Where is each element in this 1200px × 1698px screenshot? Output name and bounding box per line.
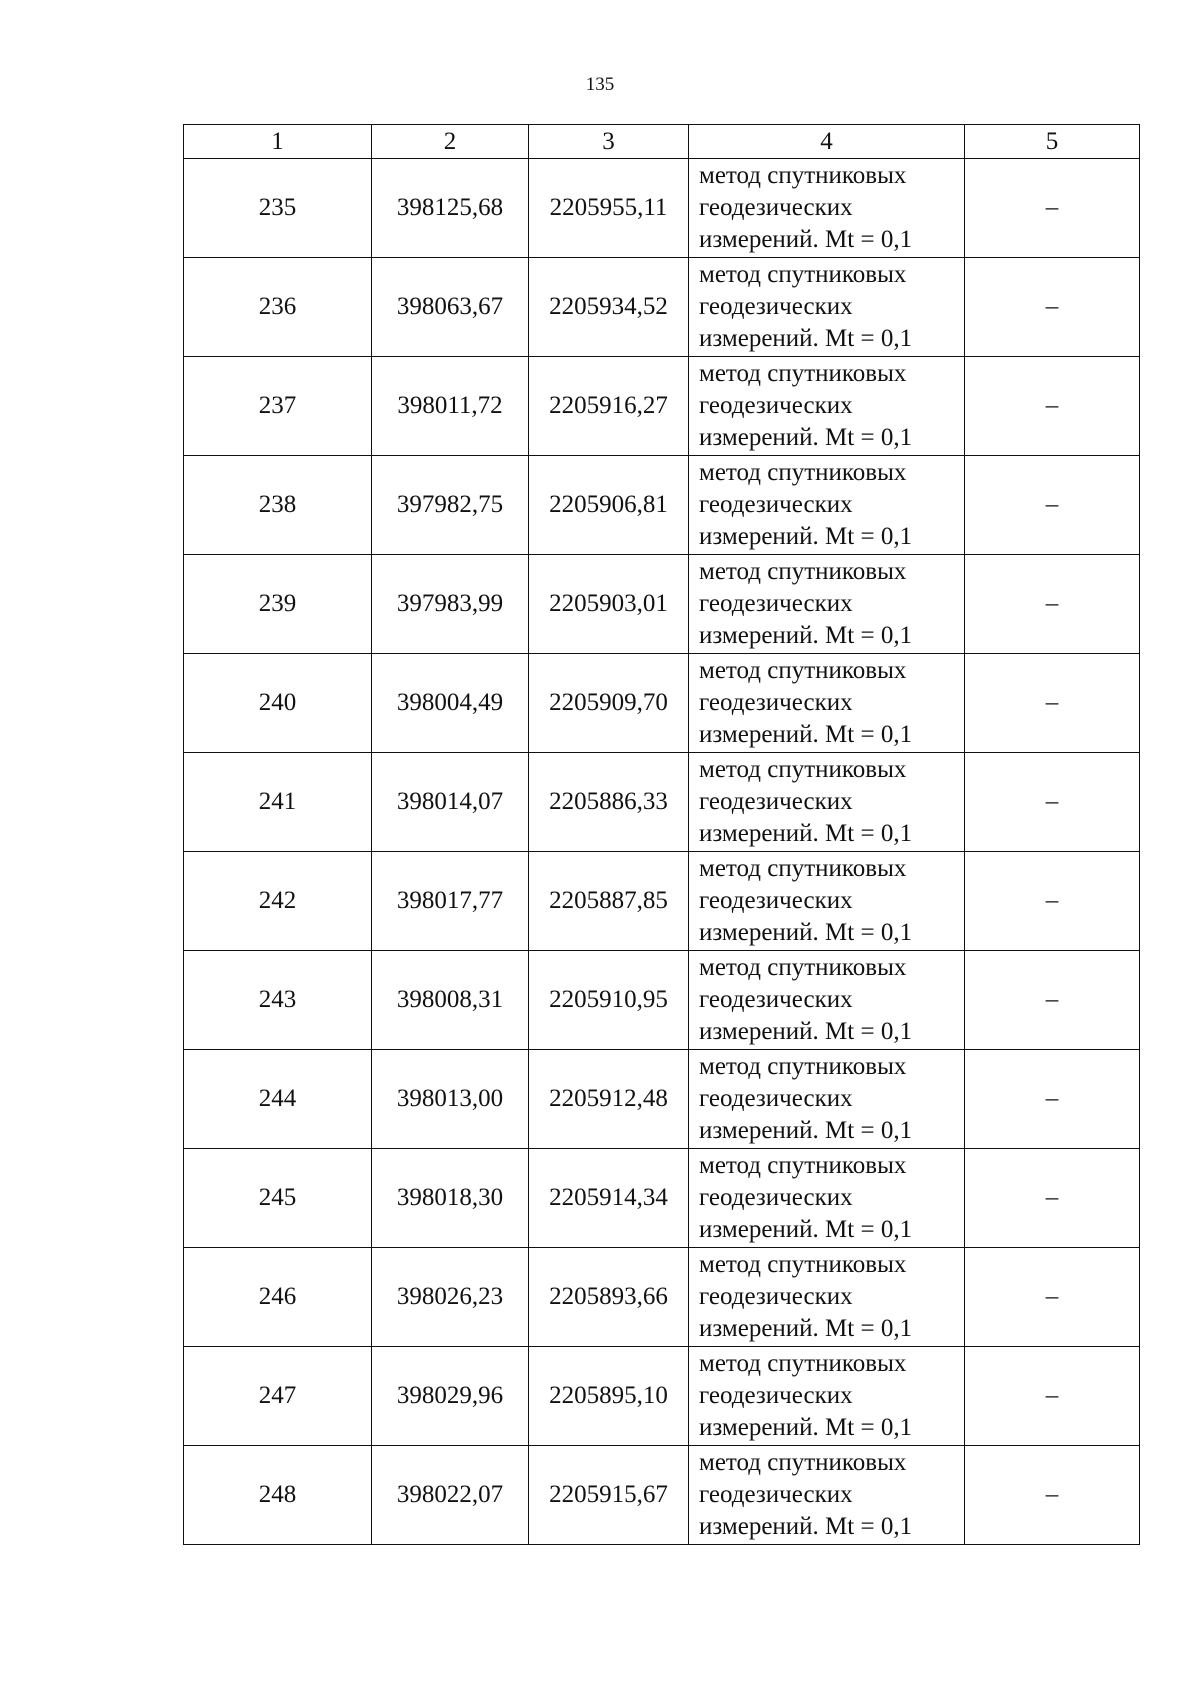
x-coordinate-cell: 398008,31 bbox=[372, 951, 529, 1050]
description-cell: – bbox=[965, 753, 1140, 852]
method-cell bbox=[689, 258, 965, 357]
point-number-cell: 243 bbox=[184, 951, 372, 1050]
point-number-cell: 245 bbox=[184, 1149, 372, 1248]
x-coordinate-cell: 398014,07 bbox=[372, 753, 529, 852]
table-body bbox=[184, 159, 1140, 1545]
y-coordinate-cell: 2205893,66 bbox=[529, 1248, 689, 1347]
method-line: измерений. Mt = 0,1 bbox=[699, 325, 913, 352]
column-header-5: 5 bbox=[965, 125, 1140, 159]
x-coordinate-cell: 397983,99 bbox=[372, 555, 529, 654]
point-number-cell: 240 bbox=[184, 654, 372, 753]
method-line: геодезических bbox=[699, 887, 853, 914]
x-coordinate-cell: 398125,68 bbox=[372, 159, 529, 258]
point-number-cell: 239 bbox=[184, 555, 372, 654]
x-coordinate-cell: 398017,77 bbox=[372, 852, 529, 951]
method-line: метод спутниковых bbox=[699, 954, 907, 981]
point-number-cell: 244 bbox=[184, 1050, 372, 1149]
method-line: измерений. Mt = 0,1 bbox=[699, 1216, 913, 1243]
table-row bbox=[184, 753, 1140, 852]
point-number-cell: 248 bbox=[184, 1446, 372, 1545]
method-line: метод спутниковых bbox=[699, 162, 907, 189]
x-coordinate-cell: 397982,75 bbox=[372, 456, 529, 555]
method-line: измерений. Mt = 0,1 bbox=[699, 820, 913, 847]
description-cell: – bbox=[965, 456, 1140, 555]
description-cell: – bbox=[965, 357, 1140, 456]
x-coordinate-cell: 398026,23 bbox=[372, 1248, 529, 1347]
method-cell bbox=[689, 951, 965, 1050]
method-cell bbox=[689, 654, 965, 753]
description-cell: – bbox=[965, 852, 1140, 951]
x-coordinate-cell: 398011,72 bbox=[372, 357, 529, 456]
method-line: геодезических bbox=[699, 194, 853, 221]
method-cell bbox=[689, 753, 965, 852]
method-line: геодезических bbox=[699, 986, 853, 1013]
table-row bbox=[184, 1446, 1140, 1545]
y-coordinate-cell: 2205895,10 bbox=[529, 1347, 689, 1446]
method-cell bbox=[689, 159, 965, 258]
description-cell: – bbox=[965, 1347, 1140, 1446]
x-coordinate-cell: 398029,96 bbox=[372, 1347, 529, 1446]
table-row bbox=[184, 357, 1140, 456]
method-line: измерений. Mt = 0,1 bbox=[699, 226, 913, 253]
y-coordinate-cell: 2205915,67 bbox=[529, 1446, 689, 1545]
method-line: метод спутниковых bbox=[699, 1152, 907, 1179]
method-line: измерений. Mt = 0,1 bbox=[699, 523, 913, 550]
x-coordinate-cell: 398018,30 bbox=[372, 1149, 529, 1248]
column-header-4: 4 bbox=[689, 125, 965, 159]
method-cell bbox=[689, 357, 965, 456]
method-line: метод спутниковых bbox=[699, 1053, 907, 1080]
method-line: геодезических bbox=[699, 788, 853, 815]
point-number-cell: 235 bbox=[184, 159, 372, 258]
method-line: измерений. Mt = 0,1 bbox=[699, 1414, 913, 1441]
method-line: измерений. Mt = 0,1 bbox=[699, 1018, 913, 1045]
method-line: метод спутниковых bbox=[699, 360, 907, 387]
method-line: геодезических bbox=[699, 392, 853, 419]
description-cell: – bbox=[965, 654, 1140, 753]
y-coordinate-cell: 2205910,95 bbox=[529, 951, 689, 1050]
method-line: метод спутниковых bbox=[699, 1251, 907, 1278]
y-coordinate-cell: 2205887,85 bbox=[529, 852, 689, 951]
table-row bbox=[184, 456, 1140, 555]
point-number-cell: 238 bbox=[184, 456, 372, 555]
table-row bbox=[184, 555, 1140, 654]
description-cell: – bbox=[965, 555, 1140, 654]
table-row bbox=[184, 1050, 1140, 1149]
method-cell bbox=[689, 555, 965, 654]
y-coordinate-cell: 2205916,27 bbox=[529, 357, 689, 456]
point-number-cell: 247 bbox=[184, 1347, 372, 1446]
method-line: геодезических bbox=[699, 1481, 853, 1508]
point-number-cell: 237 bbox=[184, 357, 372, 456]
method-line: измерений. Mt = 0,1 bbox=[699, 919, 913, 946]
column-header-1: 1 bbox=[184, 125, 372, 159]
coordinates-table bbox=[183, 124, 1140, 1545]
x-coordinate-cell: 398004,49 bbox=[372, 654, 529, 753]
point-number-cell: 241 bbox=[184, 753, 372, 852]
method-cell bbox=[689, 1446, 965, 1545]
method-cell bbox=[689, 456, 965, 555]
method-line: геодезических bbox=[699, 1184, 853, 1211]
description-cell: – bbox=[965, 1050, 1140, 1149]
table-row bbox=[184, 951, 1140, 1050]
method-line: метод спутниковых bbox=[699, 1350, 907, 1377]
table-row bbox=[184, 1248, 1140, 1347]
method-cell bbox=[689, 1050, 965, 1149]
method-cell bbox=[689, 1149, 965, 1248]
page-number: 135 bbox=[585, 74, 615, 95]
description-cell: – bbox=[965, 1149, 1140, 1248]
method-line: геодезических bbox=[699, 1283, 853, 1310]
method-line: геодезических bbox=[699, 293, 853, 320]
description-cell: – bbox=[965, 1446, 1140, 1545]
point-number-cell: 246 bbox=[184, 1248, 372, 1347]
method-line: метод спутниковых bbox=[699, 855, 907, 882]
method-line: геодезических bbox=[699, 1085, 853, 1112]
method-line: метод спутниковых bbox=[699, 558, 907, 585]
x-coordinate-cell: 398022,07 bbox=[372, 1446, 529, 1545]
column-header-2: 2 bbox=[372, 125, 529, 159]
point-number-cell: 236 bbox=[184, 258, 372, 357]
y-coordinate-cell: 2205909,70 bbox=[529, 654, 689, 753]
method-line: метод спутниковых bbox=[699, 459, 907, 486]
method-cell bbox=[689, 852, 965, 951]
y-coordinate-cell: 2205903,01 bbox=[529, 555, 689, 654]
y-coordinate-cell: 2205914,34 bbox=[529, 1149, 689, 1248]
method-line: измерений. Mt = 0,1 bbox=[699, 721, 913, 748]
table-row bbox=[184, 852, 1140, 951]
table-row bbox=[184, 1347, 1140, 1446]
table-header bbox=[184, 125, 1140, 159]
y-coordinate-cell: 2205955,11 bbox=[529, 159, 689, 258]
method-line: геодезических bbox=[699, 689, 853, 716]
description-cell: – bbox=[965, 951, 1140, 1050]
description-cell: – bbox=[965, 159, 1140, 258]
method-line: измерений. Mt = 0,1 bbox=[699, 1513, 913, 1540]
column-header-3: 3 bbox=[529, 125, 689, 159]
method-line: геодезических bbox=[699, 590, 853, 617]
table-row bbox=[184, 159, 1140, 258]
y-coordinate-cell: 2205886,33 bbox=[529, 753, 689, 852]
table-row bbox=[184, 654, 1140, 753]
method-line: геодезических bbox=[699, 1382, 853, 1409]
method-line: измерений. Mt = 0,1 bbox=[699, 1315, 913, 1342]
method-line: метод спутниковых bbox=[699, 1449, 907, 1476]
table-row bbox=[184, 258, 1140, 357]
description-cell: – bbox=[965, 1248, 1140, 1347]
header-row bbox=[184, 125, 1140, 159]
method-line: метод спутниковых bbox=[699, 261, 907, 288]
x-coordinate-cell: 398013,00 bbox=[372, 1050, 529, 1149]
description-cell: – bbox=[965, 258, 1140, 357]
method-line: измерений. Mt = 0,1 bbox=[699, 1117, 913, 1144]
y-coordinate-cell: 2205912,48 bbox=[529, 1050, 689, 1149]
method-line: измерений. Mt = 0,1 bbox=[699, 622, 913, 649]
y-coordinate-cell: 2205906,81 bbox=[529, 456, 689, 555]
method-cell bbox=[689, 1248, 965, 1347]
x-coordinate-cell: 398063,67 bbox=[372, 258, 529, 357]
point-number-cell: 242 bbox=[184, 852, 372, 951]
method-line: измерений. Mt = 0,1 bbox=[699, 424, 913, 451]
method-cell bbox=[689, 1347, 965, 1446]
y-coordinate-cell: 2205934,52 bbox=[529, 258, 689, 357]
table-row bbox=[184, 1149, 1140, 1248]
method-line: метод спутниковых bbox=[699, 657, 907, 684]
method-line: геодезических bbox=[699, 491, 853, 518]
method-line: метод спутниковых bbox=[699, 756, 907, 783]
